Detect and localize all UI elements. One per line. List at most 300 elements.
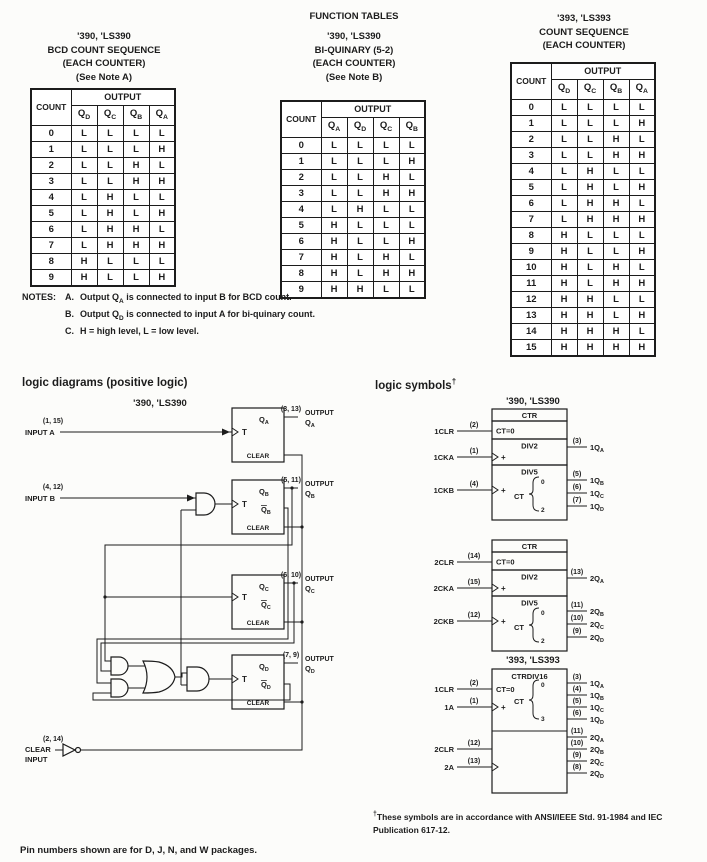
value-cell: L — [399, 281, 425, 298]
output-d-name: $Q_D$ — [305, 664, 315, 675]
ct-bot: 2 — [541, 507, 545, 514]
value-cell: L — [373, 217, 399, 233]
value-cell: H — [577, 179, 603, 195]
ls393-table-title — [508, 12, 660, 53]
value-cell: H — [149, 269, 175, 286]
table-row — [511, 243, 655, 259]
qa-label: $2Q_A$ — [590, 574, 604, 585]
count-cell: 7 — [281, 249, 321, 265]
input-b — [25, 484, 196, 503]
q-pin: (4) — [572, 686, 582, 693]
qb-label: $2Q_B$ — [590, 607, 604, 618]
value-cell: L — [399, 217, 425, 233]
table-row — [511, 227, 655, 243]
value-cell: L — [603, 99, 629, 115]
value-cell: L — [577, 115, 603, 131]
table-row — [281, 185, 425, 201]
column-header: $Q_D$ — [551, 80, 577, 100]
value-cell: L — [321, 137, 347, 153]
t-label: T — [242, 593, 247, 602]
ct-label: CT — [514, 492, 524, 501]
value-cell: L — [123, 141, 149, 157]
table-row — [511, 131, 655, 147]
footnote-text: These symbols are in accordance with ANSI/IEEE Std. 91-1984 and IEC Publication 617-12. — [373, 811, 663, 835]
clock-wedge-icon — [492, 763, 498, 771]
t-label: T — [242, 428, 247, 437]
output-b-name: $Q_B$ — [305, 489, 315, 500]
output-header: OUTPUT — [321, 101, 425, 118]
393-title-line-2: COUNT SEQUENCE — [539, 26, 629, 38]
output-a-pins: (3, 13) — [280, 406, 302, 413]
count-cell: 4 — [511, 163, 551, 179]
value-cell: H — [629, 147, 655, 163]
value-cell: H — [551, 259, 577, 275]
bcd-title-line-4: (See Note A) — [75, 71, 133, 83]
value-cell: H — [577, 195, 603, 211]
count-cell: 0 — [31, 125, 71, 141]
value-cell: H — [577, 211, 603, 227]
value-cell: L — [603, 243, 629, 259]
qd-pin: (9) — [572, 628, 582, 635]
value-cell: L — [347, 169, 373, 185]
note-b — [65, 309, 346, 324]
value-cell: H — [97, 237, 123, 253]
clr-pin: (2) — [469, 422, 479, 429]
q-label: $Q_B$ — [259, 487, 269, 498]
value-cell: L — [97, 253, 123, 269]
table-row — [511, 115, 655, 131]
ct-bot: 3 — [541, 716, 545, 723]
clr-label: 1CLR — [434, 427, 454, 436]
q-pin: (5) — [572, 698, 582, 705]
count-cell: 8 — [281, 265, 321, 281]
count-cell: 9 — [511, 243, 551, 259]
value-cell: L — [321, 201, 347, 217]
table-row — [31, 141, 175, 157]
count-cell: 4 — [31, 189, 71, 205]
column-header: $Q_D$ — [347, 118, 373, 138]
clock-wedge-icon — [492, 584, 498, 592]
value-cell: L — [71, 141, 97, 157]
arrow-icon — [187, 495, 195, 502]
qb-pin: (5) — [572, 471, 582, 478]
clr-label: 2CLR — [434, 745, 454, 754]
value-cell: L — [347, 185, 373, 201]
note-a-text: Output $Q_A$ is connected to input B for BCD count. — [80, 292, 292, 305]
count-cell: 7 — [511, 211, 551, 227]
table-row — [31, 237, 175, 253]
biquinary-table-title — [278, 30, 430, 84]
qbar-label: $Q_C$ — [261, 600, 271, 611]
value-cell: L — [629, 99, 655, 115]
value-cell: H — [551, 227, 577, 243]
count-cell: 5 — [31, 205, 71, 221]
table-row — [511, 291, 655, 307]
value-cell: H — [71, 269, 97, 286]
output-c-pins: (6, 10) — [280, 572, 302, 579]
value-cell: H — [123, 221, 149, 237]
table-row — [281, 153, 425, 169]
input-a — [25, 418, 232, 437]
table-row — [31, 253, 175, 269]
value-cell: L — [373, 153, 399, 169]
input-b-pins: (4, 12) — [42, 484, 64, 491]
value-cell: L — [373, 137, 399, 153]
logic-diagrams-heading: logic diagrams (positive logic) — [22, 377, 188, 389]
value-cell: L — [321, 169, 347, 185]
q-label: $Q_D$ — [259, 662, 269, 673]
value-cell: L — [603, 227, 629, 243]
ctr-label: CTR — [521, 542, 538, 551]
t-label: T — [242, 675, 247, 684]
q-label: $2Q_C$ — [590, 757, 604, 768]
column-header: $Q_B$ — [603, 80, 629, 100]
qd-label: $2Q_D$ — [590, 633, 604, 644]
count-cell: 7 — [31, 237, 71, 253]
output-c-name: $Q_C$ — [305, 584, 315, 595]
flipflop-qd — [232, 655, 284, 709]
logic-symbols — [375, 395, 707, 807]
value-cell: L — [123, 269, 149, 286]
q-label: $2Q_A$ — [590, 733, 604, 744]
value-cell: H — [149, 205, 175, 221]
value-cell: L — [123, 189, 149, 205]
count-cell: 13 — [511, 307, 551, 323]
column-header: $Q_C$ — [577, 80, 603, 100]
value-cell: L — [577, 131, 603, 147]
cka-pin: (1) — [469, 448, 479, 455]
biq-title-line-3: (EACH COUNTER) — [312, 58, 396, 69]
dagger-icon: † — [451, 377, 457, 386]
ct-label: CT — [514, 697, 524, 706]
table-row — [31, 125, 175, 141]
value-cell: H — [347, 281, 373, 298]
table-row — [31, 173, 175, 189]
count-cell: 3 — [511, 147, 551, 163]
and-gate-b — [196, 493, 232, 515]
ct-top: 0 — [541, 479, 545, 486]
table-row — [511, 179, 655, 195]
q-label: $Q_C$ — [259, 582, 269, 593]
ctr-label: CTR — [521, 411, 538, 420]
clear-label: CLEAR — [246, 525, 270, 532]
value-cell: L — [551, 115, 577, 131]
plus-label: + — [501, 617, 506, 626]
input-b-label: INPUT B — [25, 494, 55, 503]
logic-symbols-heading-text: logic symbols — [375, 379, 452, 392]
clear-label-1: CLEAR — [25, 745, 51, 754]
value-cell: L — [551, 195, 577, 211]
value-cell: H — [551, 243, 577, 259]
ckb-label: 2CKB — [433, 617, 454, 626]
count-cell: 6 — [511, 195, 551, 211]
table-header-row — [511, 63, 655, 80]
ctrdiv16-label: CTRDIV16 — [511, 672, 548, 681]
value-cell: H — [577, 291, 603, 307]
clear-label: CLEAR — [246, 620, 270, 627]
q-pin: (9) — [572, 752, 582, 759]
value-cell: H — [629, 339, 655, 356]
ct0-label: CT=0 — [496, 685, 515, 694]
table-header-row — [281, 101, 425, 118]
output-d-word: OUTPUT — [305, 656, 334, 663]
notes — [22, 292, 346, 339]
clr-label: 1CLR — [434, 685, 454, 694]
qc-pin: (10) — [570, 615, 584, 622]
cka-pin: (15) — [467, 579, 481, 586]
value-cell: L — [71, 237, 97, 253]
plus-label: + — [501, 703, 506, 712]
value-cell: L — [347, 265, 373, 281]
note-c — [65, 326, 346, 338]
count-cell: 11 — [511, 275, 551, 291]
value-cell: L — [629, 323, 655, 339]
value-cell: L — [97, 125, 123, 141]
plus-label: + — [501, 453, 506, 462]
value-cell: L — [577, 259, 603, 275]
clock-wedge-icon — [232, 675, 238, 683]
value-cell: H — [399, 153, 425, 169]
table-row — [511, 195, 655, 211]
table-row — [31, 189, 175, 205]
value-cell: H — [577, 163, 603, 179]
q-pin: (10) — [570, 740, 584, 747]
note-a — [65, 292, 346, 307]
value-cell: L — [577, 227, 603, 243]
count-cell: 9 — [281, 281, 321, 298]
output-b-pins: (5, 11) — [281, 477, 301, 484]
value-cell: H — [603, 259, 629, 275]
q-pin: (8) — [572, 764, 582, 771]
bcd-count-table — [30, 88, 176, 287]
clock-wedge-icon — [492, 617, 498, 625]
value-cell: H — [577, 307, 603, 323]
table-row — [281, 265, 425, 281]
output-qc — [281, 572, 335, 595]
count-cell: 1 — [511, 115, 551, 131]
value-cell: L — [149, 157, 175, 173]
value-cell: L — [123, 125, 149, 141]
arrow-icon — [222, 429, 230, 436]
pin-numbers-note: Pin numbers shown are for D, J, N, and W packages. — [20, 845, 258, 856]
value-cell: H — [603, 195, 629, 211]
value-cell: L — [551, 163, 577, 179]
plus-label: + — [501, 486, 506, 495]
value-cell: L — [97, 141, 123, 157]
value-cell: L — [373, 281, 399, 298]
table-row — [511, 163, 655, 179]
value-cell: L — [399, 137, 425, 153]
value-cell: H — [123, 237, 149, 253]
column-header: $Q_D$ — [71, 106, 97, 126]
ckb-pin: (12) — [467, 612, 481, 619]
value-cell: L — [123, 253, 149, 269]
value-cell: L — [629, 195, 655, 211]
cka-label: 2CKA — [433, 584, 454, 593]
value-cell: L — [149, 189, 175, 205]
column-header: $Q_A$ — [629, 80, 655, 100]
output-c-word: OUTPUT — [305, 576, 334, 583]
count-cell: 4 — [281, 201, 321, 217]
biq-title-line-2: BI-QUINARY (5-2) — [314, 44, 394, 56]
value-cell: L — [71, 157, 97, 173]
brace-icon — [529, 680, 539, 719]
a-label: 2A — [444, 763, 454, 772]
value-cell: L — [399, 201, 425, 217]
value-cell: L — [149, 125, 175, 141]
ct0-label: CT=0 — [496, 557, 515, 567]
clear-label-2: INPUT — [25, 755, 48, 764]
qc-label: $2Q_C$ — [590, 620, 604, 631]
count-cell: 12 — [511, 291, 551, 307]
value-cell: H — [123, 157, 149, 173]
value-cell: H — [629, 243, 655, 259]
value-cell: H — [551, 307, 577, 323]
input-a-pins: (1, 15) — [42, 418, 64, 425]
ls390-symbol-counter-2 — [434, 540, 604, 651]
table-row — [31, 157, 175, 173]
div2-label: DIV2 — [521, 572, 538, 582]
clr-pin: (12) — [467, 740, 481, 747]
q-label: $2Q_B$ — [590, 745, 604, 756]
value-cell: L — [603, 163, 629, 179]
table-row — [511, 339, 655, 356]
value-cell: L — [577, 243, 603, 259]
ckb-pin: (4) — [469, 481, 479, 488]
clear-label: CLEAR — [246, 700, 270, 707]
output-header: OUTPUT — [71, 89, 175, 106]
value-cell: L — [97, 269, 123, 286]
a-label: 1A — [444, 703, 454, 712]
value-cell: L — [577, 99, 603, 115]
value-cell: H — [321, 281, 347, 298]
div2-label: DIV2 — [521, 441, 538, 451]
value-cell: L — [577, 147, 603, 163]
count-header: COUNT — [511, 63, 551, 99]
value-cell: H — [373, 185, 399, 201]
clear-pins: (2, 14) — [43, 736, 64, 743]
value-cell: L — [97, 157, 123, 173]
value-cell: L — [71, 173, 97, 189]
qa-pin: (3) — [572, 438, 582, 445]
count-cell: 6 — [31, 221, 71, 237]
dagger-icon: † — [373, 811, 377, 818]
count-cell: 0 — [511, 99, 551, 115]
value-cell: H — [373, 169, 399, 185]
notes-label: NOTES: — [22, 292, 57, 302]
qc-pin: (6) — [572, 484, 582, 491]
value-cell: L — [551, 131, 577, 147]
count-cell: 10 — [511, 259, 551, 275]
value-cell: H — [321, 233, 347, 249]
a-pin: (1) — [469, 698, 479, 705]
table-row — [281, 169, 425, 185]
value-cell: H — [97, 205, 123, 221]
value-cell: H — [321, 249, 347, 265]
count-header: COUNT — [31, 89, 71, 125]
qa-pin: (13) — [570, 569, 584, 576]
output-a-word: OUTPUT — [305, 410, 334, 417]
ct0-label: CT=0 — [496, 426, 515, 436]
count-cell: 2 — [511, 131, 551, 147]
value-cell: L — [551, 179, 577, 195]
value-cell: L — [551, 99, 577, 115]
value-cell: H — [149, 237, 175, 253]
table-row — [511, 99, 655, 115]
qd-pin: (7) — [572, 497, 582, 504]
value-cell: H — [373, 249, 399, 265]
value-cell: H — [603, 211, 629, 227]
brace-icon — [529, 477, 539, 511]
table-row — [31, 221, 175, 237]
clock-wedge-icon — [492, 453, 498, 461]
qa-label: $1Q_A$ — [590, 443, 604, 454]
value-cell: H — [629, 115, 655, 131]
output-header: OUTPUT — [551, 63, 655, 80]
value-cell: H — [603, 323, 629, 339]
value-cell: L — [603, 307, 629, 323]
ct-top: 0 — [541, 610, 545, 617]
count-cell: 14 — [511, 323, 551, 339]
value-cell: H — [321, 265, 347, 281]
393-title-line-1: '393, 'LS393 — [557, 13, 611, 24]
q-pin: (11) — [570, 728, 584, 735]
brace-icon — [529, 608, 539, 642]
biq-title-line-1: '390, 'LS390 — [327, 31, 381, 42]
value-cell: H — [399, 185, 425, 201]
ls390-symbol-counter-1 — [434, 409, 604, 520]
value-cell: L — [71, 189, 97, 205]
clr-pin: (14) — [467, 553, 481, 560]
note-c-key: C. — [65, 325, 75, 336]
count-cell: 3 — [31, 173, 71, 189]
count-cell: 5 — [511, 179, 551, 195]
q-pin: (6) — [572, 710, 582, 717]
value-cell: L — [347, 233, 373, 249]
value-cell: L — [551, 211, 577, 227]
value-cell: H — [347, 201, 373, 217]
table-row — [511, 147, 655, 163]
value-cell: L — [97, 173, 123, 189]
t-label: T — [242, 500, 247, 509]
count-cell: 6 — [281, 233, 321, 249]
value-cell: H — [149, 173, 175, 189]
output-qa — [281, 406, 335, 429]
column-header: $Q_B$ — [123, 106, 149, 126]
clr-pin: (2) — [469, 680, 479, 687]
count-cell: 1 — [281, 153, 321, 169]
qbar-label: $Q_D$ — [261, 680, 271, 691]
table-row — [281, 201, 425, 217]
table-row — [511, 307, 655, 323]
value-cell: L — [603, 291, 629, 307]
table-row — [511, 275, 655, 291]
q-label: $1Q_D$ — [590, 715, 604, 726]
div5-label: DIV5 — [521, 598, 538, 608]
q-label: $2Q_D$ — [590, 769, 604, 780]
value-cell: L — [321, 153, 347, 169]
qb-label: $1Q_B$ — [590, 476, 604, 487]
value-cell: L — [149, 253, 175, 269]
column-header: $Q_A$ — [321, 118, 347, 138]
value-cell: L — [123, 205, 149, 221]
qb-pin: (11) — [570, 602, 584, 609]
table-row — [281, 137, 425, 153]
value-cell: H — [551, 275, 577, 291]
ckb-label: 1CKB — [433, 486, 454, 495]
count-cell: 5 — [281, 217, 321, 233]
value-cell: L — [373, 233, 399, 249]
